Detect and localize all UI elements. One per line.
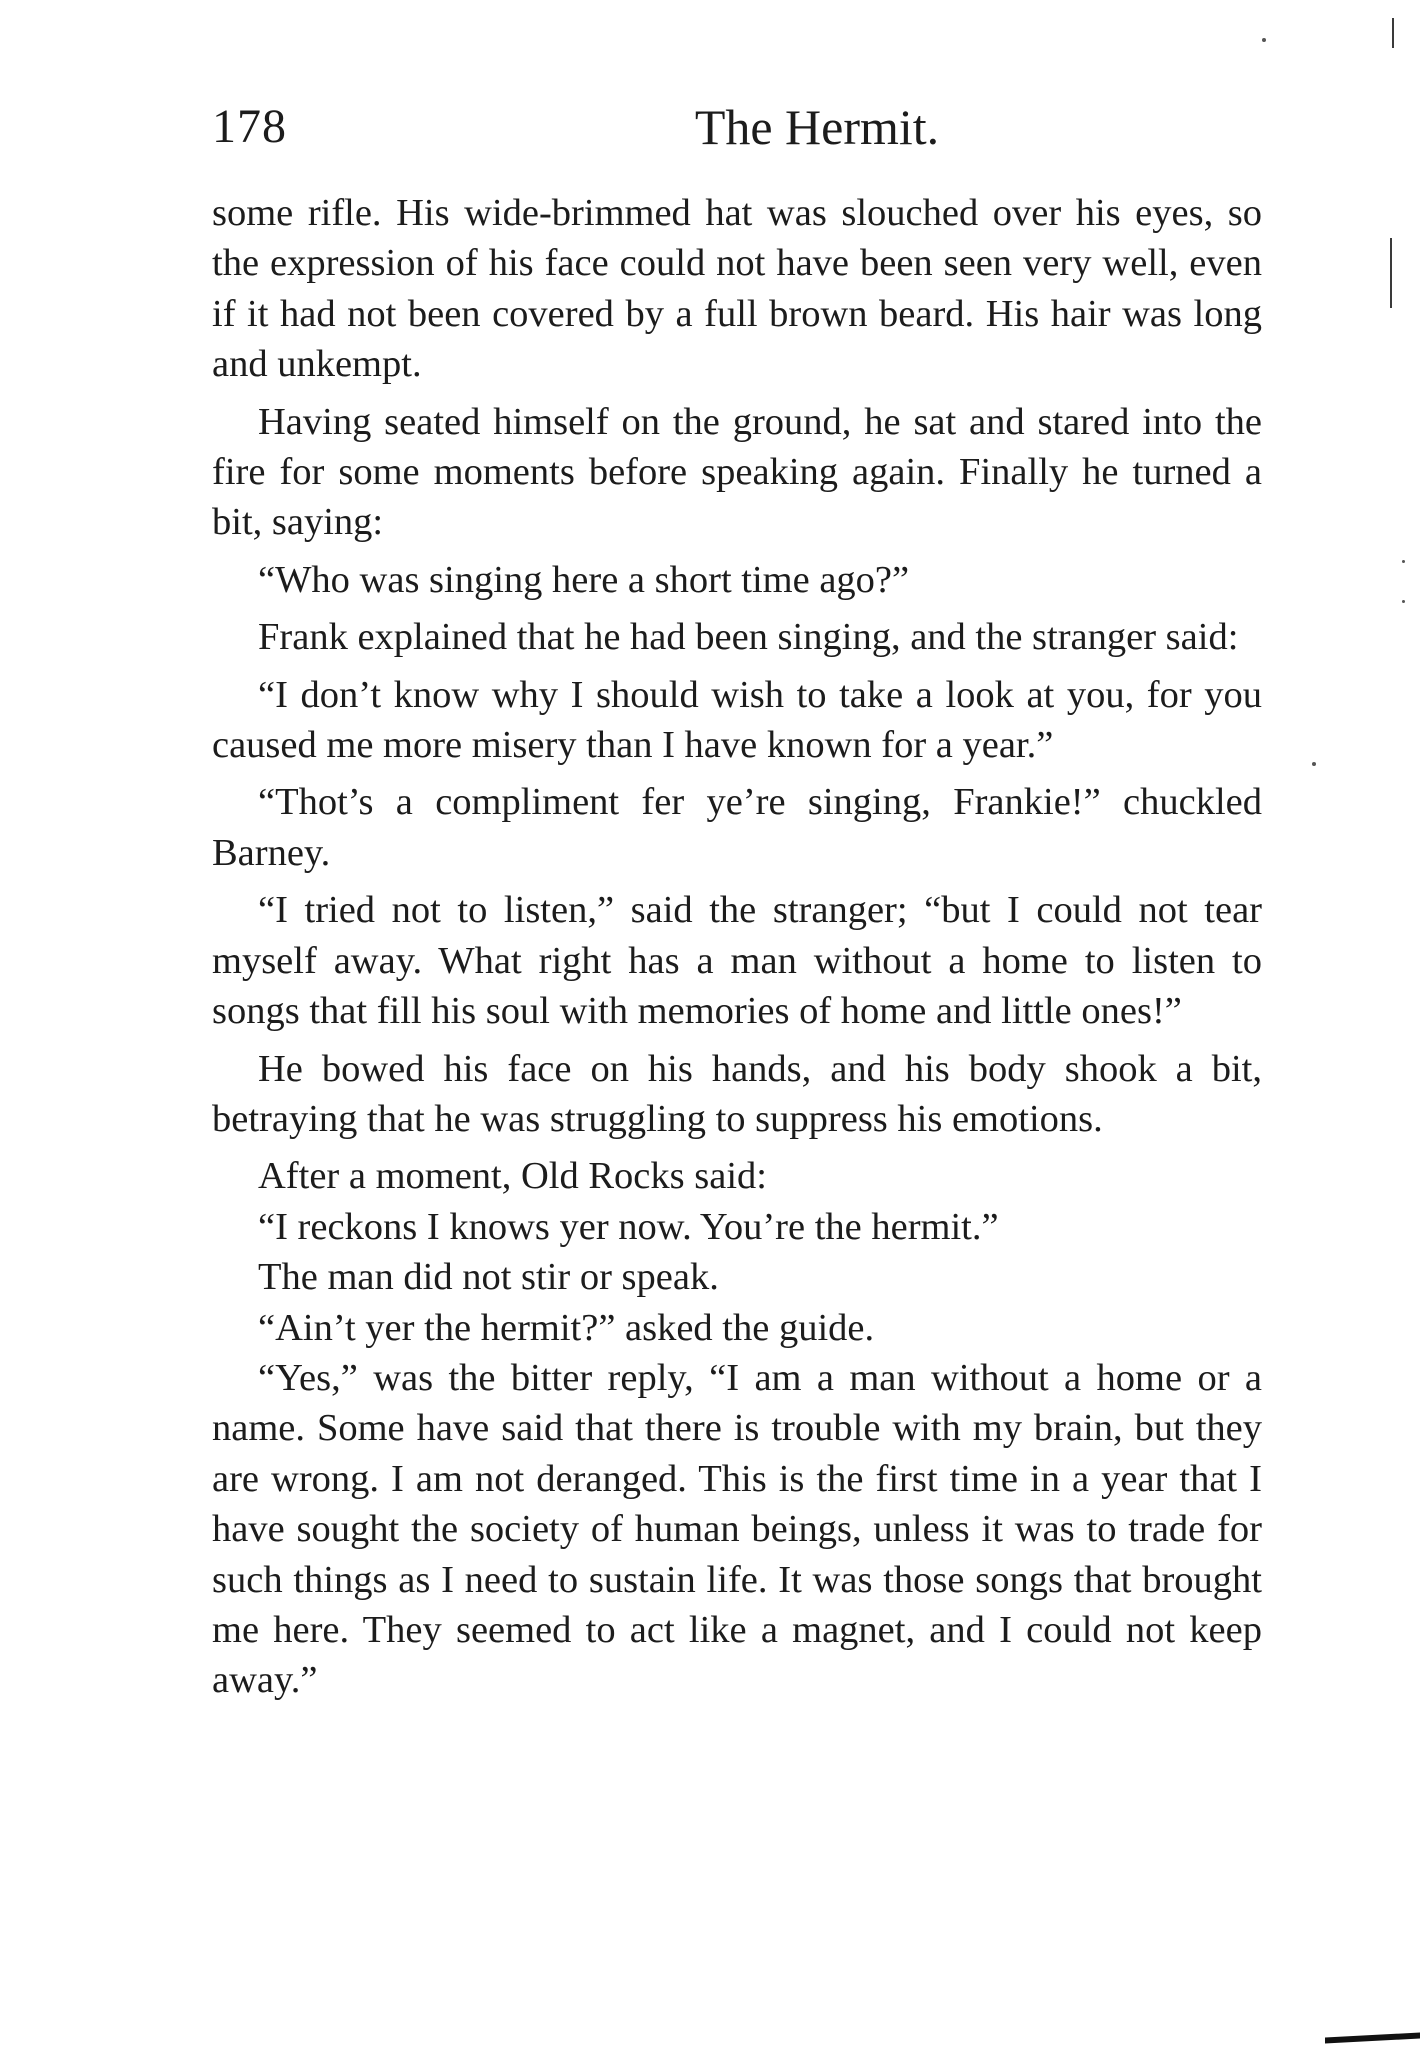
page-number: 178 bbox=[212, 100, 287, 153]
running-title: The Hermit. bbox=[694, 99, 940, 155]
scan-speck bbox=[1402, 600, 1405, 603]
scan-edge-mark bbox=[1325, 2033, 1420, 2044]
scan-speck bbox=[1312, 762, 1316, 766]
paragraph: some rifle. His wide-brimmed hat was slouched over his eyes, so the expression of his face could not have been seen very well, even if it had not been covered by a full brown beard. His hair was long and unkempt. bbox=[212, 192, 1262, 386]
paragraph: “Ain’t yer the hermit?” asked the guide. bbox=[258, 1306, 875, 1349]
scan-edge-mark bbox=[1392, 18, 1394, 48]
paragraph: “Thot’s a compliment fer ye’re singing, Frankie!” chuckled Barney. bbox=[212, 781, 1262, 874]
scan-speck bbox=[1262, 38, 1266, 42]
paragraph: “Yes,” was the bitter reply, “I am a man without a home or a name. Some have said that there is trouble with my brain, but they are wrong. I am not deranged. This is the first time in a year that I have sought the society of human beings, unless it was to trade for such things as I need to sustain life. It was those songs that brought me here. They seemed to act like a magnet, and I could not keep away.” bbox=[212, 1356, 1262, 1702]
paragraph: He bowed his face on his hands, and his body shook a bit, betraying that he was struggling to suppress his emotions. bbox=[212, 1047, 1262, 1140]
scan-speck bbox=[1402, 560, 1405, 563]
paragraph: The man did not stir or speak. bbox=[258, 1256, 719, 1299]
paragraph: “I reckons I knows yer now. You’re the hermit.” bbox=[258, 1205, 999, 1248]
body-text bbox=[212, 188, 1262, 1706]
scan-edge-mark bbox=[1390, 238, 1392, 308]
paragraph: Having seated himself on the ground, he sat and stared into the fire for some moments before speaking again. Finally he turned a bit, saying: bbox=[212, 400, 1262, 544]
running-head bbox=[212, 92, 1262, 162]
paragraph: After a moment, Old Rocks said: bbox=[258, 1155, 767, 1198]
paragraph: “I tried not to listen,” said the stranger; “but I could not tear myself away. What right has a man without a home to listen to songs that fill his soul with memories of home and little ones!” bbox=[212, 889, 1262, 1033]
paragraph: “I don’t know why I should wish to take a look at you, for you caused me more misery than I have known for a year.” bbox=[212, 673, 1262, 767]
paragraph: Frank explained that he had been singing, and the stranger said: bbox=[258, 616, 1239, 659]
paragraph: “Who was singing here a short time ago?” bbox=[258, 558, 910, 601]
